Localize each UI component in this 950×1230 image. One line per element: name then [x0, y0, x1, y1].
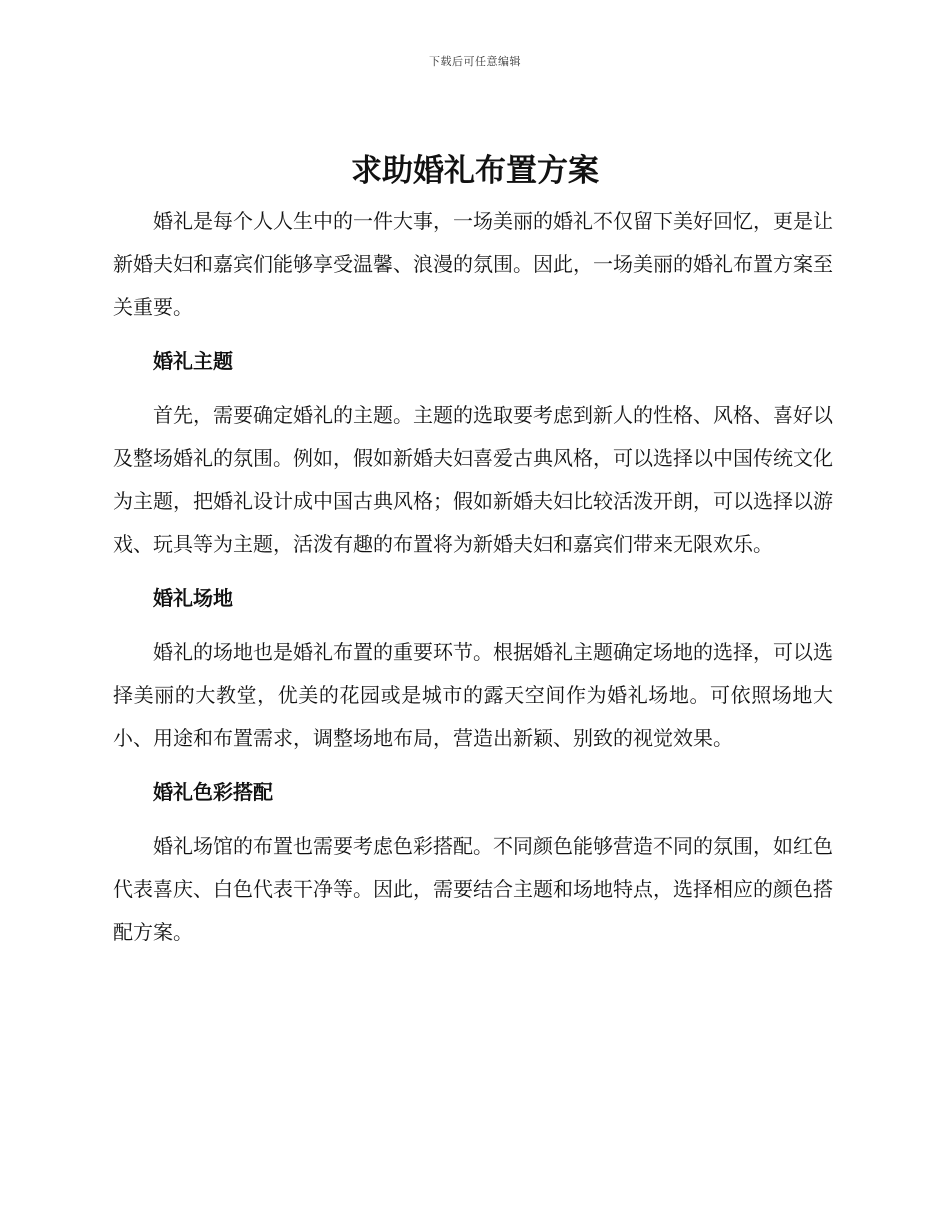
- header-note: 下载后可任意编辑: [429, 55, 521, 68]
- section-heading-venue: 婚礼场地: [153, 586, 233, 610]
- section-heading-colors: 婚礼色彩搭配: [153, 780, 273, 804]
- intro-paragraph: 婚礼是每个人人生中的一件大事，一场美丽的婚礼不仅留下美好回忆，更是让新婚夫妇和嘉宾们能够享受温馨、浪漫的氛围。因此，一场美丽的婚礼布置方案至关重要。: [113, 209, 833, 319]
- document-body: [113, 200, 833, 954]
- section-heading-theme: 婚礼主题: [153, 349, 233, 373]
- section-paragraph-colors: 婚礼场馆的布置也需要考虑色彩搭配。不同颜色能够营造不同的氛围，如红色代表喜庆、白色代表干净等。因此，需要结合主题和场地特点，选择相应的颜色搭配方案。: [113, 834, 833, 944]
- section-paragraph-venue: 婚礼的场地也是婚礼布置的重要环节。根据婚礼主题确定场地的选择，可以选择美丽的大教堂，优美的花园或是城市的露天空间作为婚礼场地。可依照场地大小、用途和布置需求，调整场地布局，营造出新颖、别致的视觉效果。: [113, 640, 833, 750]
- document-title: 求助婚礼布置方案: [351, 153, 599, 189]
- section-paragraph-theme: 首先，需要确定婚礼的主题。主题的选取要考虑到新人的性格、风格、喜好以及整场婚礼的氛围。例如，假如新婚夫妇喜爱古典风格，可以选择以中国传统文化为主题，把婚礼设计成中国古典风格；假如新婚夫妇比较活泼开朗，可以选择以游戏、玩具等为主题，活泼有趣的布置将为新婚夫妇和嘉宾们带来无限欢乐。: [113, 403, 833, 556]
